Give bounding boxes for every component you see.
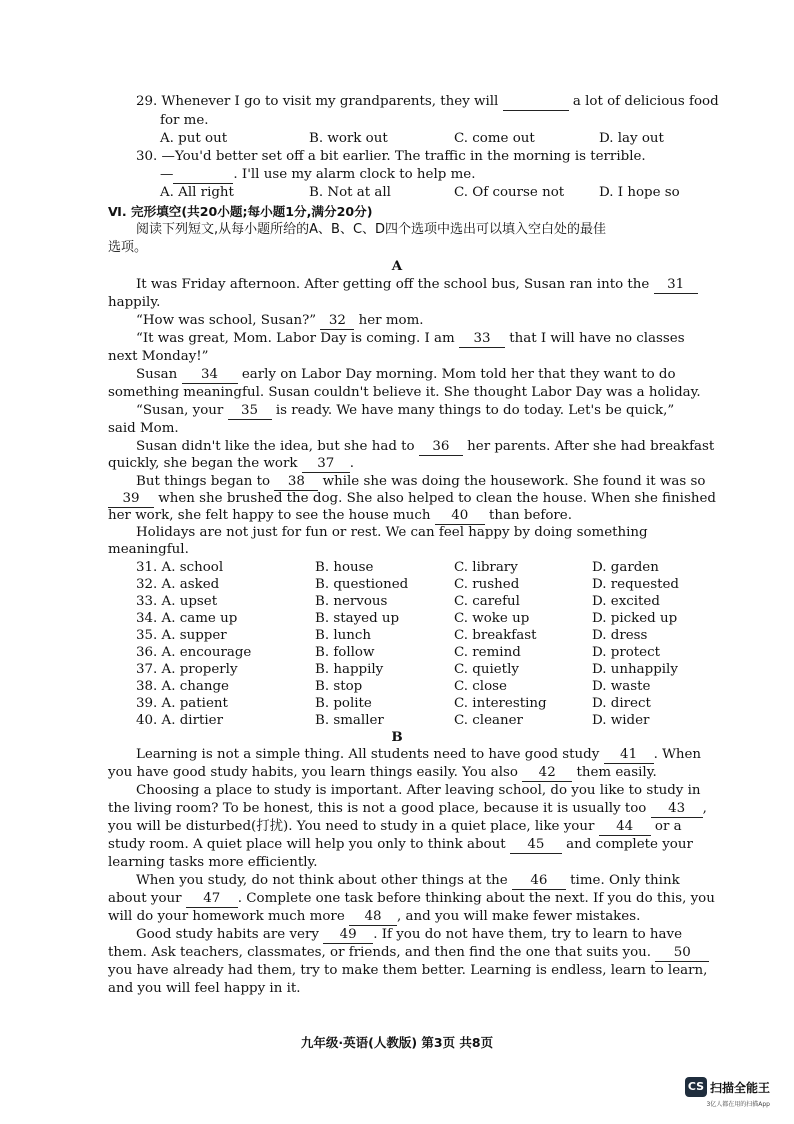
q29-option-b: B. work out xyxy=(309,131,388,146)
option-39-d: D. direct xyxy=(592,696,651,711)
passage-a-line: “It was great, Mom. Labor Day is coming. I am 33 that I will have no classes xyxy=(136,331,685,346)
passage-a-line: 39 when she brushed the dog. She also helped to clean the house. When she finished xyxy=(108,490,716,508)
blank-42: 42 xyxy=(522,764,572,782)
passage-b-line: Learning is not a simple thing. All students need to have good study 41 . When xyxy=(136,747,702,762)
option-33-b: B. nervous xyxy=(315,594,388,609)
q30-option-a: A. All right xyxy=(160,185,234,200)
option-38-a: 38. A. change xyxy=(136,679,229,694)
q29-option-c: C. come out xyxy=(454,131,535,146)
option-34-c: C. woke up xyxy=(454,611,530,626)
blank-31: 31 xyxy=(654,276,698,294)
option-31-b: B. house xyxy=(315,560,374,575)
blank-35: 35 xyxy=(228,402,272,420)
passage-a-line: something meaningful. Susan couldn't believe it. She thought Labor Day was a holiday. xyxy=(108,385,701,400)
watermark-name: 扫描全能王 xyxy=(709,1080,770,1095)
q30-line-2: — . I'll use my alarm clock to help me. xyxy=(160,167,476,182)
page-footer: 九年级·英语(人教版) 第3页 共8页 xyxy=(300,1035,494,1050)
blank-34: 34 xyxy=(182,366,238,384)
option-33-c: C. careful xyxy=(454,594,520,609)
q30-option-b: B. Not at all xyxy=(309,185,391,200)
q29-option-a: A. put out xyxy=(160,131,228,146)
q30-blank xyxy=(173,166,233,184)
option-38-b: B. stop xyxy=(315,679,363,694)
section-instruction-1: 阅读下列短文,从每小题所给的A、B、C、D四个选项中选出可以填入空白处的最佳 xyxy=(136,222,607,237)
option-35-b: B. lunch xyxy=(315,628,372,643)
blank-37: 37 xyxy=(302,455,350,473)
option-40-b: B. smaller xyxy=(315,713,384,728)
blank-44: 44 xyxy=(599,818,651,836)
option-33-a: 33. A. upset xyxy=(136,594,218,609)
passage-b-line: study room. A quiet place will help you only to think about 45 and complete your xyxy=(108,837,693,852)
option-39-b: B. polite xyxy=(315,696,372,711)
option-36-a: 36. A. encourage xyxy=(136,645,252,660)
option-31-d: D. garden xyxy=(592,560,659,575)
passage-b-label: B xyxy=(391,729,403,745)
q30-line-1: 30. —You'd better set off a bit earlier. The traffic in the morning is terrible. xyxy=(136,149,646,164)
blank-45: 45 xyxy=(510,836,562,854)
blank-36: 36 xyxy=(419,438,463,456)
passage-a-line: said Mom. xyxy=(108,421,179,436)
option-40-d: D. wider xyxy=(592,713,650,728)
option-34-b: B. stayed up xyxy=(315,611,400,626)
passage-b-line: and you will feel happy in it. xyxy=(108,981,301,996)
q29-blank xyxy=(503,93,569,111)
option-37-d: D. unhappily xyxy=(592,662,678,677)
passage-b-line: you have already had them, try to make them better. Learning is endless, learn to learn, xyxy=(108,963,708,978)
option-36-c: C. remind xyxy=(454,645,521,660)
option-40-a: 40. A. dirtier xyxy=(136,713,223,728)
blank-46: 46 xyxy=(512,872,566,890)
option-39-c: C. interesting xyxy=(454,696,547,711)
option-34-a: 34. A. came up xyxy=(136,611,238,626)
option-36-b: B. follow xyxy=(315,645,375,660)
option-37-b: B. happily xyxy=(315,662,384,677)
passage-a-label: A xyxy=(391,258,403,274)
passage-a-line: Susan didn't like the idea, but she had to 36 her parents. After she had breakfast xyxy=(136,439,715,454)
blank-40: 40 xyxy=(435,507,485,525)
passage-b-line: Good study habits are very 49 . If you do not have them, try to learn to have xyxy=(136,927,682,942)
passage-a-line: next Monday!” xyxy=(108,349,209,364)
option-35-d: D. dress xyxy=(592,628,648,643)
cs-logo-icon: CS xyxy=(685,1077,707,1097)
q29-line-2: for me. xyxy=(160,113,209,128)
q30-option-c: C. Of course not xyxy=(454,185,565,200)
option-37-c: C. quietly xyxy=(454,662,519,677)
passage-b-line: them. Ask teachers, classmates, or friends, and then find the one that suits you. 50 xyxy=(108,944,709,962)
passage-b-line: the living room? To be honest, this is not a good place, because it is usually too 43 , xyxy=(108,801,707,816)
passage-b-line: you have good study habits, you learn things easily. You also 42 them easily. xyxy=(108,765,657,780)
option-39-a: 39. A. patient xyxy=(136,696,228,711)
blank-39: 39 xyxy=(108,490,154,508)
q29-option-d: D. lay out xyxy=(599,131,664,146)
passage-b-line: will do your homework much more 48 , and you will make fewer mistakes. xyxy=(108,909,641,924)
section-title: Ⅵ. 完形填空(共20小题;每小题1分,满分20分) xyxy=(108,204,373,219)
watermark-tagline: 3亿人都在用的扫描App xyxy=(706,1101,770,1108)
blank-32: 32 xyxy=(320,312,354,330)
passage-a-line: “Susan, your 35 is ready. We have many things to do today. Let's be quick,” xyxy=(136,403,675,418)
passage-a-line: Holidays are not just for fun or rest. We can feel happy by doing something xyxy=(136,525,648,540)
blank-33: 33 xyxy=(459,330,505,348)
passage-b-line: learning tasks more efficiently. xyxy=(108,855,318,870)
option-32-a: 32. A. asked xyxy=(136,577,220,592)
option-36-d: D. protect xyxy=(592,645,660,660)
option-31-c: C. library xyxy=(454,560,518,575)
option-31-a: 31. A. school xyxy=(136,560,224,575)
passage-a-line: happily. xyxy=(108,295,161,310)
blank-50: 50 xyxy=(655,944,709,962)
option-35-a: 35. A. supper xyxy=(136,628,227,643)
option-37-a: 37. A. properly xyxy=(136,662,238,677)
blank-48: 48 xyxy=(349,908,397,926)
passage-a-line: Susan 34 early on Labor Day morning. Mom told her that they want to do xyxy=(136,367,676,382)
blank-49: 49 xyxy=(323,926,373,944)
q29-line-1: 29. Whenever I go to visit my grandparents, they will a lot of delicious food xyxy=(136,94,719,109)
scanner-watermark xyxy=(685,1077,770,1108)
passage-a-line: meaningful. xyxy=(108,542,189,557)
passage-b-line: When you study, do not think about other things at the 46 time. Only think xyxy=(136,873,680,888)
passage-b-line: about your 47 . Complete one task before thinking about the next. If you do this, you xyxy=(108,891,715,906)
q30-option-d: D. I hope so xyxy=(599,185,680,200)
passage-a-line: It was Friday afternoon. After getting off the school bus, Susan ran into the 31 xyxy=(136,276,698,294)
option-38-d: D. waste xyxy=(592,679,651,694)
option-32-d: D. requested xyxy=(592,577,679,592)
blank-43: 43 xyxy=(651,800,703,818)
option-33-d: D. excited xyxy=(592,594,660,609)
passage-b-line: you will be disturbed(打扰). You need to study in a quiet place, like your 44 or a xyxy=(108,819,682,834)
passage-a-line: “How was school, Susan?” 32 her mom. xyxy=(136,313,424,328)
passage-a-line: But things began to 38 while she was doing the housework. She found it was so xyxy=(136,474,706,489)
blank-38: 38 xyxy=(274,473,318,491)
section-instruction-2: 选项。 xyxy=(108,240,148,255)
option-32-b: B. questioned xyxy=(315,577,409,592)
option-40-c: C. cleaner xyxy=(454,713,523,728)
option-34-d: D. picked up xyxy=(592,611,678,626)
passage-a-line: her work, she felt happy to see the house much 40 than before. xyxy=(108,508,572,523)
passage-b-line: Choosing a place to study is important. After leaving school, do you like to study in xyxy=(136,783,701,798)
option-32-c: C. rushed xyxy=(454,577,520,592)
blank-47: 47 xyxy=(186,890,238,908)
passage-a-line: quickly, she began the work 37 . xyxy=(108,456,355,471)
option-38-c: C. close xyxy=(454,679,507,694)
option-35-c: C. breakfast xyxy=(454,628,537,643)
blank-41: 41 xyxy=(604,746,654,764)
